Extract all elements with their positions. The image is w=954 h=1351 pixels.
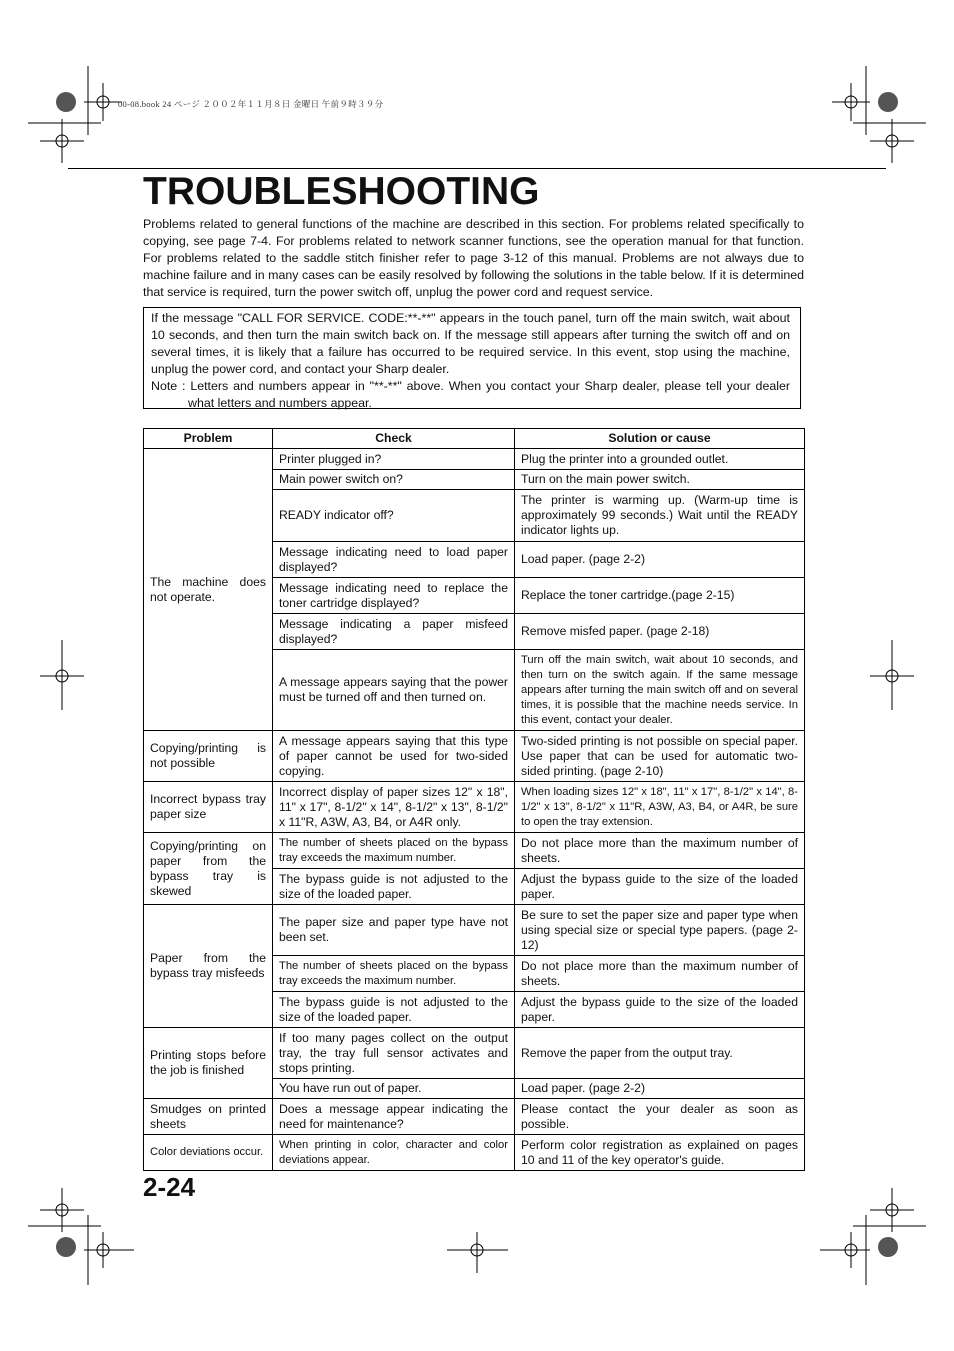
check-cell: When printing in color, character and color deviations appear.	[273, 1135, 515, 1171]
check-cell: Message indicating need to replace the toner cartridge displayed?	[273, 578, 515, 614]
check-cell: You have run out of paper.	[273, 1079, 515, 1099]
check-cell: A message appears saying that the power must be turned off and then turned on.	[273, 650, 515, 731]
print-header-note: 00-08.book 24 ページ ２００２年１１月８日 金曜日 午前９時３９分	[118, 99, 384, 109]
solution-cell: The printer is warming up. (Warm-up time is approximately 99 seconds.) Wait until the READY indicator lights up.	[515, 490, 805, 542]
service-notice-note: Note : Letters and numbers appear in "**-**" above. When you contact your Sharp dealer, please tell your dealer what letters and numbers appear.	[151, 379, 790, 410]
solution-cell: Remove the paper from the output tray.	[515, 1028, 805, 1079]
intro-paragraph: Problems related to general functions of the machine are described in this section. For problems related specifically to copying, see page 7-4. For problems related to network scanner functions, see the operation manual for that function. For problems related to the saddle stitch finisher refer to page 3-12 of this manual. Problems are not always due to machine failure and in many cases can be easily resolved by following the solutions in the table below. If it is determined that service is required, turn the power switch off, unplug the power cord and request service.	[143, 217, 804, 299]
table-row	[144, 1028, 805, 1079]
header-rule	[68, 168, 886, 169]
service-notice-text: If the message "CALL FOR SERVICE. CODE:**-**" appears in the touch panel, turn off the main switch, wait about 10 seconds, and then turn the main switch back on. If the message still appears after turning the switch off and on several times, it is likely that a failure has occurred to be required service. In this event, stop using the machine, unplug the power cord, and contact your Sharp dealer.	[151, 311, 790, 376]
header-solution: Solution or cause	[515, 429, 805, 449]
table-row	[144, 833, 805, 869]
page-number: 2-24	[143, 1172, 196, 1202]
solution-cell: Do not place more than the maximum number of sheets.	[515, 956, 805, 992]
check-cell: The bypass guide is not adjusted to the size of the loaded paper.	[273, 992, 515, 1028]
table-row	[144, 1099, 805, 1135]
solution-cell: Turn on the main power switch.	[515, 470, 805, 490]
table-row	[144, 731, 805, 782]
service-notice-box	[143, 307, 801, 409]
solution-cell: Load paper. (page 2-2)	[515, 1079, 805, 1099]
header-check: Check	[273, 429, 515, 449]
solution-cell: Remove misfed paper. (page 2-18)	[515, 614, 805, 650]
check-cell: Message indicating need to load paper displayed?	[273, 542, 515, 578]
table-row	[144, 905, 805, 956]
solution-cell: Do not place more than the maximum number of sheets.	[515, 833, 805, 869]
solution-cell: Load paper. (page 2-2)	[515, 542, 805, 578]
check-cell: The number of sheets placed on the bypass tray exceeds the maximum number.	[273, 956, 515, 992]
solution-cell: Two-sided printing is not possible on special paper. Use paper that can be used for automatic two-sided printing. (page 2-10)	[515, 731, 805, 782]
table-header-row	[144, 429, 805, 449]
check-cell: The bypass guide is not adjusted to the size of the loaded paper.	[273, 869, 515, 905]
solution-cell: Plug the printer into a grounded outlet.	[515, 449, 805, 470]
solution-cell: When loading sizes 12" x 18", 11" x 17", 8-1/2" x 14", 8-1/2" x 13", 8-1/2" x 11"R, A3W, A3, B4, or A4R, be sure to open the tray extension.	[515, 782, 805, 833]
check-cell: Does a message appear indicating the need for maintenance?	[273, 1099, 515, 1135]
check-cell: The paper size and paper type have not been set.	[273, 905, 515, 956]
check-cell: Message indicating a paper misfeed displayed?	[273, 614, 515, 650]
check-cell: READY indicator off?	[273, 490, 515, 542]
solution-cell: Turn off the main switch, wait about 10 seconds, and then turn on the switch again. If the same message appears after turning the main switch off and on several times, it is possible that the machine needs service. In this event, contact your dealer.	[515, 650, 805, 731]
solution-cell: Perform color registration as explained on pages 10 and 11 of the key operator's guide.	[515, 1135, 805, 1171]
table-row	[144, 782, 805, 833]
check-cell: The number of sheets placed on the bypass tray exceeds the maximum number.	[273, 833, 515, 869]
table-row	[144, 449, 805, 470]
solution-cell: Please contact the your dealer as soon as possible.	[515, 1099, 805, 1135]
problem-cell: Copying/printing is not possible	[144, 731, 273, 782]
solution-cell: Replace the toner cartridge.(page 2-15)	[515, 578, 805, 614]
problem-cell: Incorrect bypass tray paper size	[144, 782, 273, 833]
header-problem: Problem	[144, 429, 273, 449]
page-title: TROUBLESHOOTING	[143, 170, 540, 213]
table-row	[144, 1135, 805, 1171]
check-cell: Main power switch on?	[273, 470, 515, 490]
problem-cell: Printing stops before the job is finished	[144, 1028, 273, 1099]
problem-cell: Smudges on printed sheets	[144, 1099, 273, 1135]
check-cell: Printer plugged in?	[273, 449, 515, 470]
solution-cell: Be sure to set the paper size and paper type when using special size or special type papers. (page 2-12)	[515, 905, 805, 956]
solution-cell: Adjust the bypass guide to the size of the loaded paper.	[515, 992, 805, 1028]
problem-cell: Color deviations occur.	[144, 1135, 273, 1171]
problem-cell: Paper from the bypass tray misfeeds	[144, 905, 273, 1028]
solution-cell: Adjust the bypass guide to the size of the loaded paper.	[515, 869, 805, 905]
problem-cell: Copying/printing on paper from the bypass tray is skewed	[144, 833, 273, 905]
check-cell: If too many pages collect on the output tray, the tray full sensor activates and stops printing.	[273, 1028, 515, 1079]
problem-cell: The machine does not operate.	[144, 449, 273, 731]
check-cell: Incorrect display of paper sizes 12" x 18", 11" x 17", 8-1/2" x 14", 8-1/2" x 13", 8-1/2" x 11"R, A3W, A3, B4, or A4R only.	[273, 782, 515, 833]
check-cell: A message appears saying that this type of paper cannot be used for two-sided copying.	[273, 731, 515, 782]
troubleshooting-table	[143, 428, 805, 1171]
